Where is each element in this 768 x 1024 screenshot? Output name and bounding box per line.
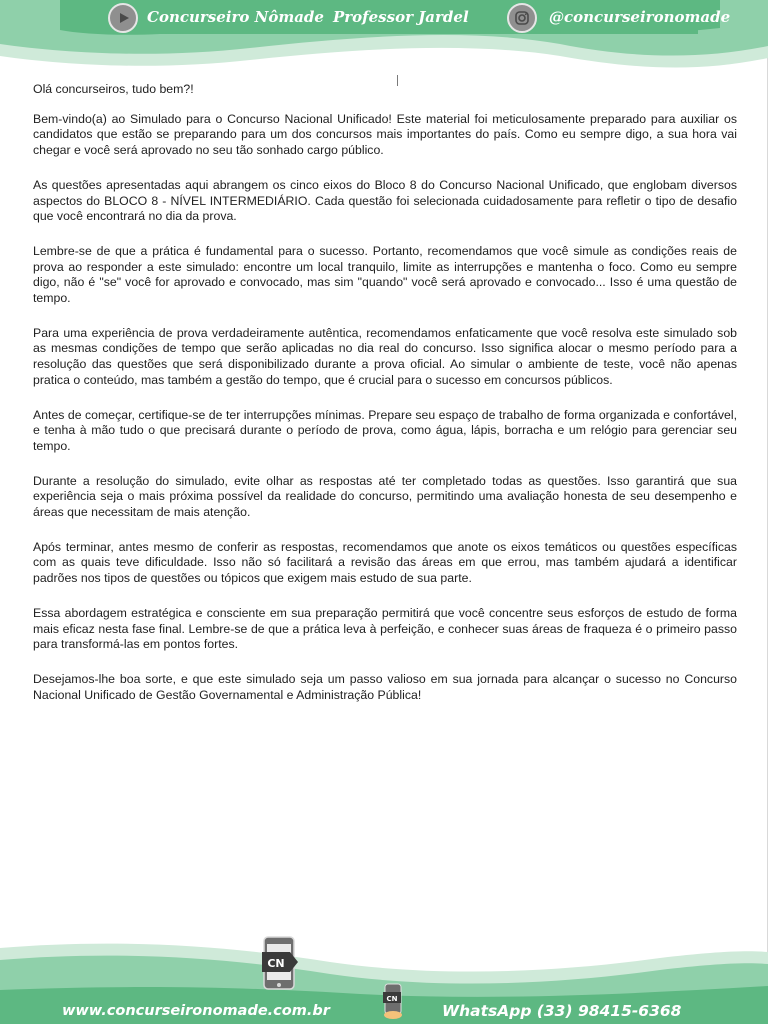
paragraph-practice: Lembre-se de que a prática é fundamental para o sucesso. Portanto, recomendamos que você simule as condições reais de prova ao responder a este simulado: encontre um local tranquilo, limite as interrupções e mantenha o foco. Como eu sempre digo, não é "se" você for aprovado e convocado, mas sim "quando" você será aprovado e convocado... Isso é uma questão de tempo. [33,243,737,306]
paragraph-before-start: Antes de começar, certifique-se de ter interrupções mínimas. Prepare seu espaço de trabalho de forma organizada e confortável, e tenha à mão tudo o que precisará durante o período de prova, como água, lápis, borracha e um relógio para gerenciar seu tempo. [33,407,737,453]
paragraph-questions: As questões apresentadas aqui abrangem os cinco eixos do Bloco 8 do Concurso Nacional Unificado, que englobam diversos aspectos do BLOCO 8 - NÍVEL INTERMEDIÁRIO. Cada questão foi selecionada cuidadosamente para refletir o tipo de desafio que você encontrará no dia da prova. [33,177,737,224]
header-professor: Professor Jardel [333,8,469,26]
paragraph-time-conditions: Para uma experiência de prova verdadeiramente autêntica, recomendamos enfaticamente que você resolva este simulado sob as mesmas condições de tempo que serão aplicadas no dia real do concurso. Isso significa alocar o mesmo período para a resolução das questões que será disponibilizado durante a prova oficial. Ao simular o ambiente de teste, você não apenas pratica o conteúdo, mas também a gestão do tempo, que é crucial para o sucesso em concursos públicos. [33,325,737,387]
header-instagram-handle: @concurseironomade [549,8,731,26]
paragraph-closing: Desejamos-lhe boa sorte, e que este simulado seja um passo valioso em sua jornada para alcançar o sucesso no Concurso Nacional Unificado de Gestão Governamental e Administração Pública! [33,671,737,702]
cn-phone-logo-icon [250,936,306,992]
paragraph-welcome: Bem-vindo(a) ao Simulado para o Concurso Nacional Unificado! Este material foi meticulosamente preparado para auxiliar os candidatos que estão se preparando para um dos concursos mais importantes do país. Como eu sempre digo, a sua hora vai chegar e você será aprovado no seu tão sonhado cargo público. [33,111,737,158]
paragraph-greeting: Olá concurseiros, tudo bem?! [33,82,194,96]
footer-website[interactable]: www.concurseironomade.com.br [62,1003,330,1019]
play-icon [108,3,138,33]
header-brand: Concurseiro Nômade [147,8,324,26]
instagram-icon [507,3,537,33]
small-logo-text: CN [386,995,398,1003]
paragraph-after: Após terminar, antes mesmo de conferir as respostas, recomendamos que anote os eixos temáticos ou questões específicas com as quais teve dificuldade. Isso não só facilitará a revisão das áreas em que errou, mas também ajudará a identificar padrões nos tipos de questões ou tópicos que exigem mais estudo de sua parte. [33,539,737,586]
cn-small-phone-icon [378,982,408,1020]
paragraph-during: Durante a resolução do simulado, evite olhar as respostas até ter completado todas as questões. Isso garantirá que sua experiência seja o mais próxima possível da realidade do concurso, permitindo uma avaliação honesta de seu desempenho e áreas que necessitam de mais atenção. [33,473,737,520]
paragraph-strategy: Essa abordagem estratégica e consciente em sua preparação permitirá que você concentre seus esforços de estudo de forma mais eficaz nesta fase final. Lembre-se de que a prática leva à perfeição, e conhecer suas áreas de fraqueza é o primeiro passo para transformá-las em pontos fortes. [33,605,737,652]
logo-text: CN [267,957,285,970]
document-body [33,82,737,722]
footer-whatsapp[interactable]: WhatsApp (33) 98415-6368 [442,1002,682,1020]
